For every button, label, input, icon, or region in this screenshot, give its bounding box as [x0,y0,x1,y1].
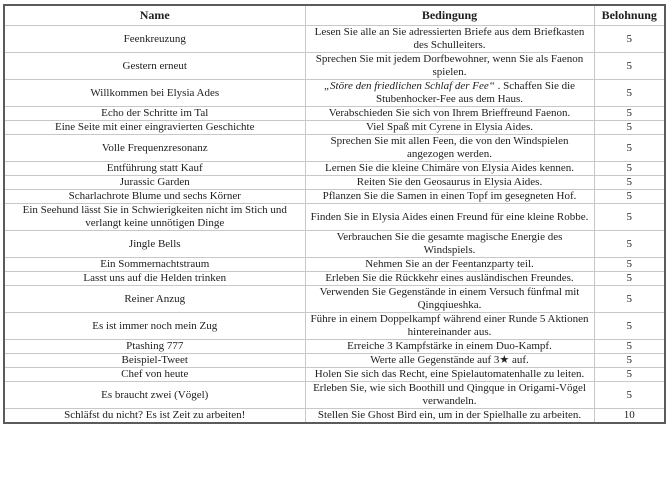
row-condition: Verabschieden Sie sich von Ihrem Brieffreund Faenon. [305,107,594,121]
row-condition: Lernen Sie die kleine Chimäre von Elysia Aides kennen. [305,162,594,176]
row-name: Echo der Schritte im Tal [4,107,305,121]
row-name: Willkommen bei Elysia Ades [4,80,305,107]
table-row [4,176,665,190]
row-condition: Finden Sie in Elysia Aides einen Freund für eine kleine Robbe. [305,204,594,231]
row-reward: 5 [594,382,665,409]
table-row [4,53,665,80]
table-row [4,313,665,340]
row-name: Es ist immer noch mein Zug [4,313,305,340]
table-row [4,368,665,382]
row-condition: Verbrauchen Sie die gesamte magische Energie des Windspiels. [305,231,594,258]
row-reward: 5 [594,121,665,135]
row-name: Beispiel-Tweet [4,354,305,368]
row-reward: 5 [594,162,665,176]
row-reward: 5 [594,354,665,368]
row-reward: 5 [594,26,665,53]
row-condition: Stellen Sie Ghost Bird ein, um in der Spielhalle zu arbeiten. [305,409,594,424]
row-condition: Werte alle Gegenstände auf 3★ auf. [305,354,594,368]
row-condition: Sprechen Sie mit jedem Dorfbewohner, wenn Sie als Faenon spielen. [305,53,594,80]
table-row [4,162,665,176]
row-name: Jingle Bells [4,231,305,258]
row-reward: 5 [594,272,665,286]
quest-achievements-table [3,4,666,424]
table-row [4,190,665,204]
row-reward: 5 [594,204,665,231]
header-row [4,5,665,26]
column-header-reward: Belohnung [594,5,665,26]
row-name: Feenkreuzung [4,26,305,53]
row-condition: Verwenden Sie Gegenstände in einem Versuch fünfmal mit Qingqiueshka. [305,286,594,313]
row-name: Ein Seehund lässt Sie in Schwierigkeiten nicht im Stich und verlangt keine unnötigen Dinge [4,204,305,231]
table-row [4,107,665,121]
row-condition: Holen Sie sich das Recht, eine Spielautomatenhalle zu leiten. [305,368,594,382]
row-name: Jurassic Garden [4,176,305,190]
row-condition: Pflanzen Sie die Samen in einen Topf im gesegneten Hof. [305,190,594,204]
row-name: Chef von heute [4,368,305,382]
row-name: Lasst uns auf die Helden trinken [4,272,305,286]
row-name: Gestern erneut [4,53,305,80]
row-name: Ptashing 777 [4,340,305,354]
row-name: Ein Sommernachtstraum [4,258,305,272]
table-row [4,272,665,286]
row-name: Schläfst du nicht? Es ist Zeit zu arbeiten! [4,409,305,424]
row-reward: 5 [594,53,665,80]
row-reward: 5 [594,258,665,272]
row-condition: Viel Spaß mit Cyrene in Elysia Aides. [305,121,594,135]
row-name: Es braucht zwei (Vögel) [4,382,305,409]
table-row [4,382,665,409]
row-reward: 5 [594,80,665,107]
table-row [4,204,665,231]
condition-quote-italic: „Störe den friedlichen Schlaf der Fee“ [323,80,495,92]
row-condition [305,80,594,107]
condition-text: . Schaffen Sie die Stubenhocker-Fee aus dem Haus. [375,80,576,105]
row-reward: 10 [594,409,665,424]
row-reward: 5 [594,340,665,354]
row-reward: 5 [594,231,665,258]
column-header-condition: Bedingung [305,5,594,26]
row-condition: Erleben Sie die Rückkehr eines ausländischen Freundes. [305,272,594,286]
row-reward: 5 [594,368,665,382]
table-header [4,5,665,26]
row-name: Reiner Anzug [4,286,305,313]
row-condition: Reiten Sie den Geosaurus in Elysia Aides. [305,176,594,190]
row-reward: 5 [594,313,665,340]
row-name: Volle Frequenzresonanz [4,135,305,162]
row-name: Entführung statt Kauf [4,162,305,176]
table-row [4,80,665,107]
table-row [4,26,665,53]
table-body [4,26,665,424]
row-name: Scharlachrote Blume und sechs Körner [4,190,305,204]
table-row [4,258,665,272]
row-condition: Erleben Sie, wie sich Boothill und Qingque in Origami-Vögel verwandeln. [305,382,594,409]
table-row [4,354,665,368]
table-row [4,286,665,313]
row-condition: Nehmen Sie an der Feentanzparty teil. [305,258,594,272]
row-condition: Erreiche 3 Kampfstärke in einem Duo-Kampf. [305,340,594,354]
row-name: Eine Seite mit einer eingravierten Geschichte [4,121,305,135]
row-condition: Sprechen Sie mit allen Feen, die von den Windspielen angezogen werden. [305,135,594,162]
row-condition: Lesen Sie alle an Sie adressierten Briefe aus dem Briefkasten des Schulleiters. [305,26,594,53]
row-reward: 5 [594,176,665,190]
table-row [4,409,665,424]
table-row [4,340,665,354]
row-reward: 5 [594,135,665,162]
table-row [4,121,665,135]
table-row [4,231,665,258]
table-row [4,135,665,162]
row-reward: 5 [594,190,665,204]
row-reward: 5 [594,286,665,313]
row-reward: 5 [594,107,665,121]
row-condition: Führe in einem Doppelkampf während einer Runde 5 Aktionen hintereinander aus. [305,313,594,340]
column-header-name: Name [4,5,305,26]
